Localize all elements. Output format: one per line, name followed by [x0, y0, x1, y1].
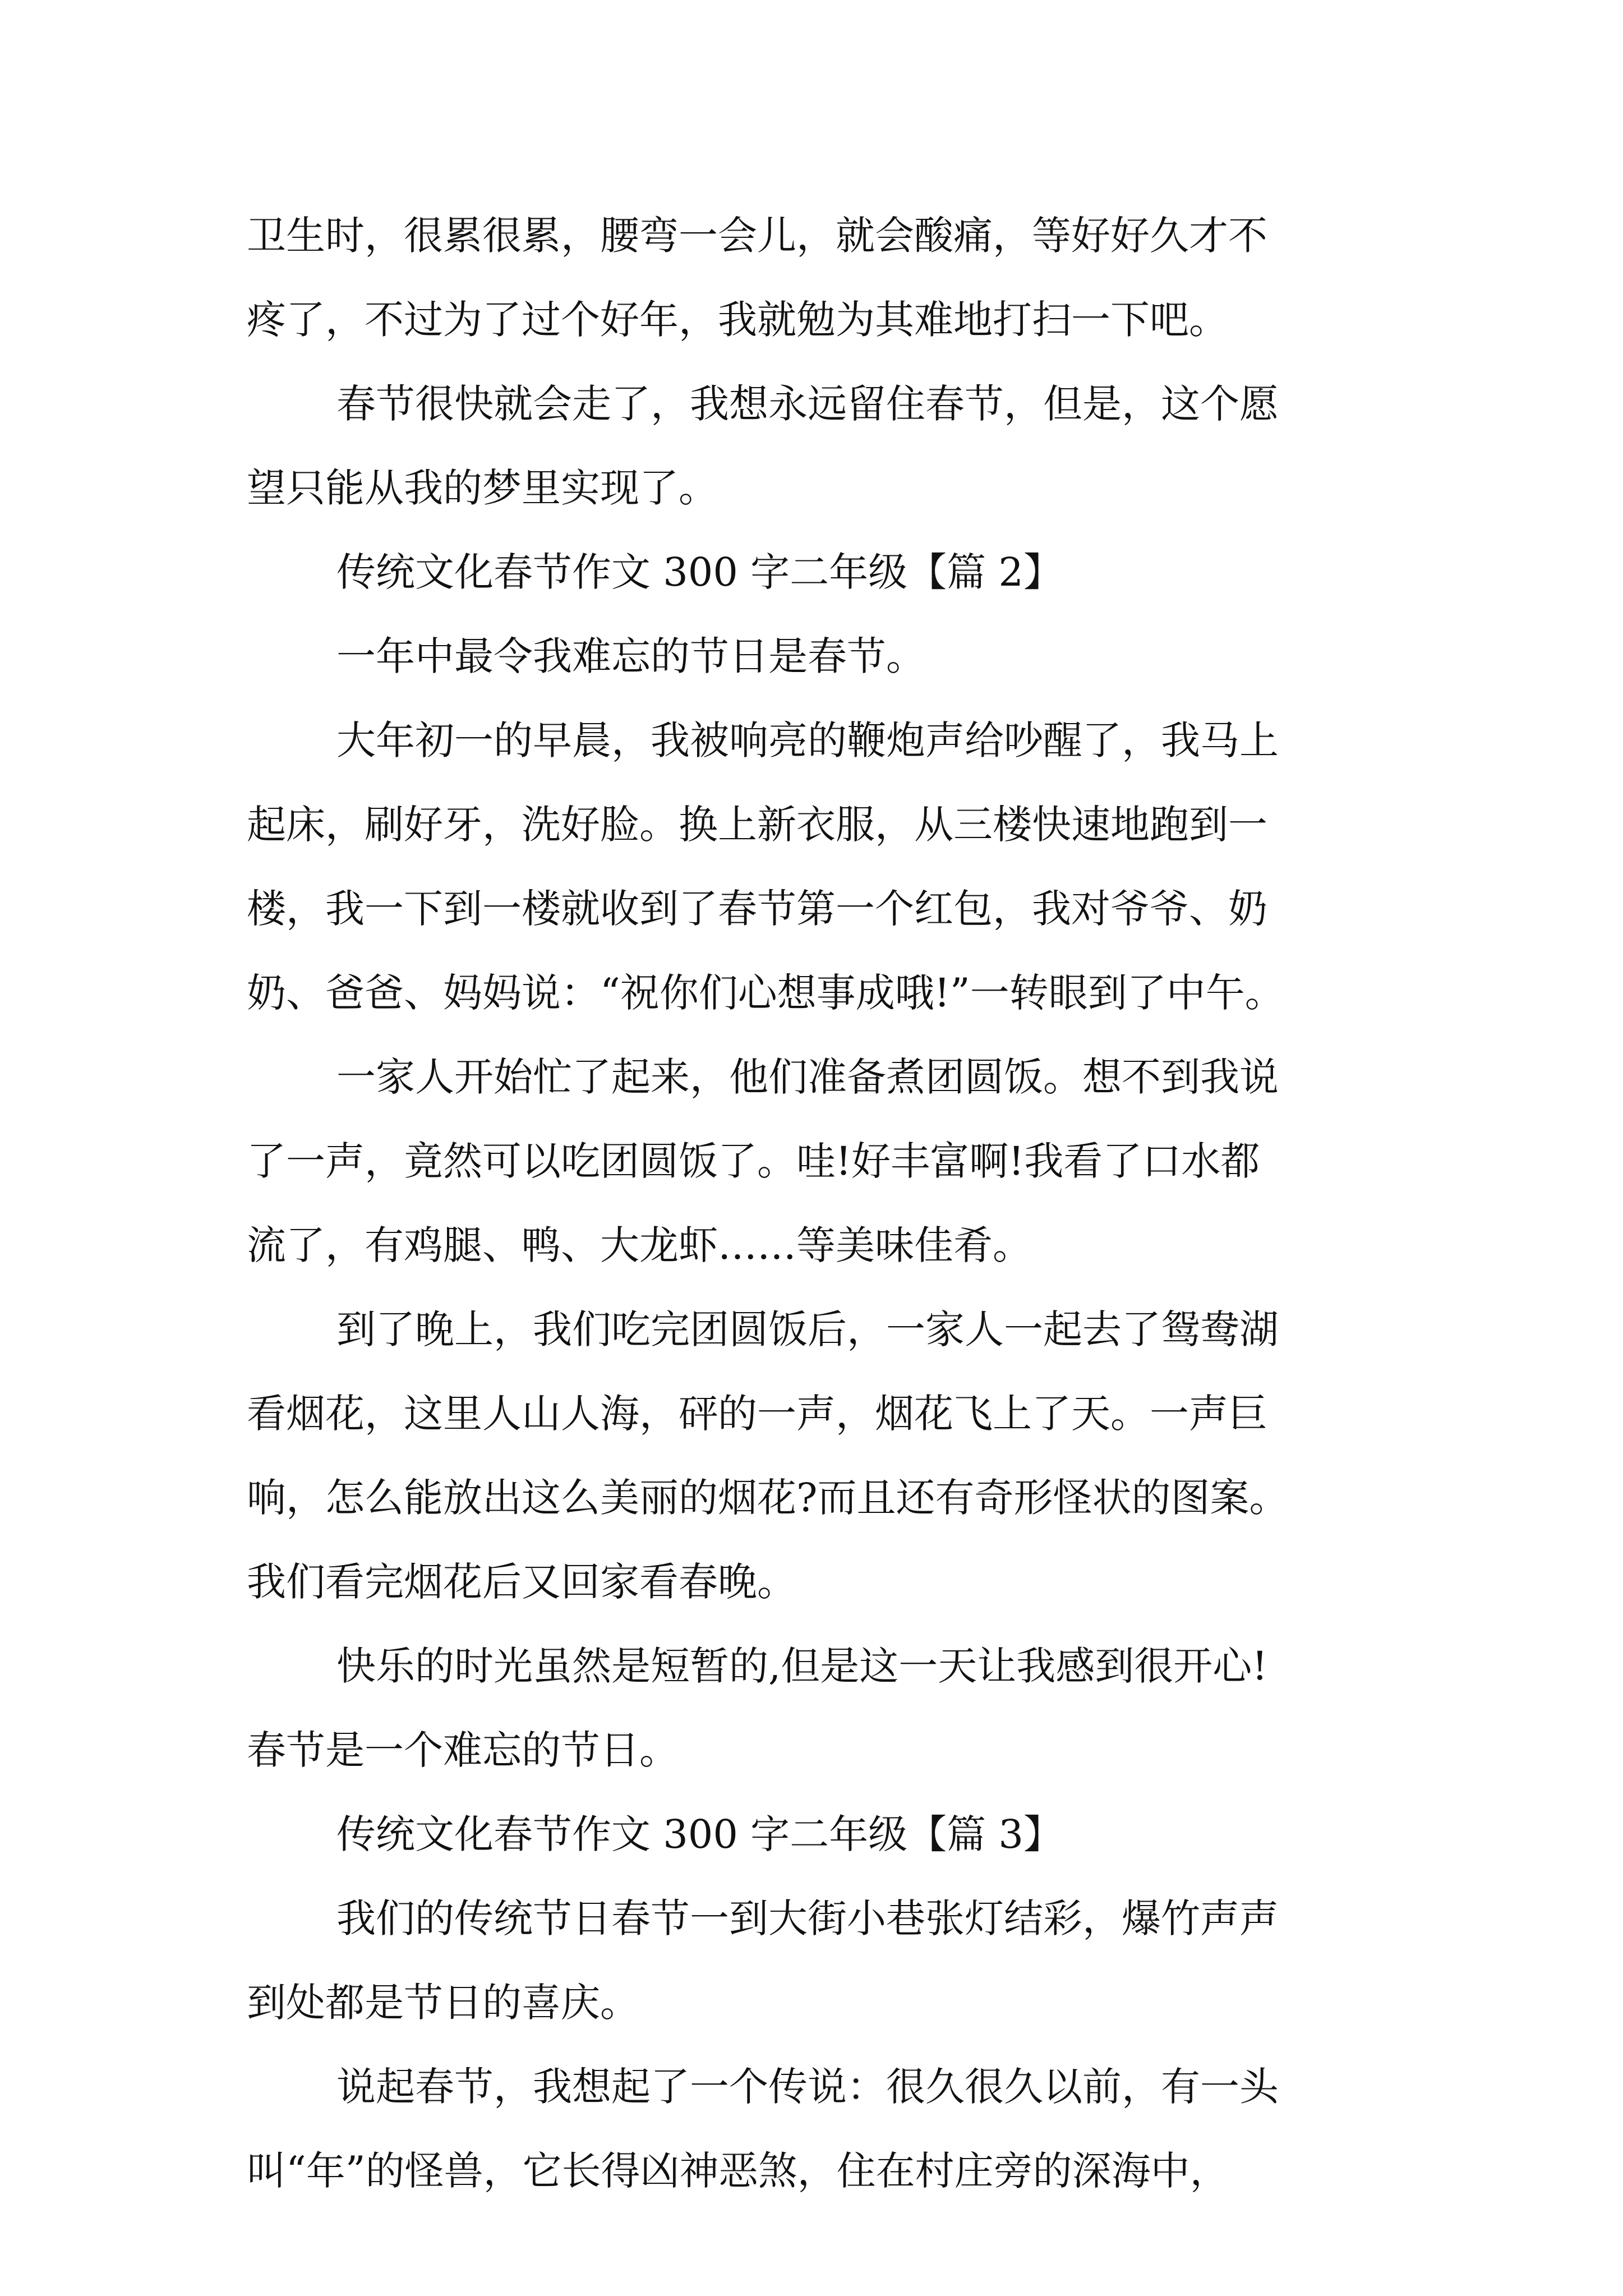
text-line: 了一声，竟然可以吃团圆饭了。哇!好丰富啊!我看了口水都	[247, 1138, 1260, 1184]
text-line: 到处都是节日的喜庆。	[247, 1980, 639, 2026]
paragraph-start-line: 我们的传统节日春节一到大街小巷张灯结彩，爆竹声声	[336, 1895, 1279, 1941]
text-line: 响，怎么能放出这么美丽的烟花?而且还有奇形怪状的图案。	[247, 1475, 1289, 1521]
text-line: 看烟花，这里人山人海，砰的一声，烟花飞上了天。一声巨	[247, 1391, 1267, 1437]
text-line: 春节是一个难忘的节日。	[247, 1727, 679, 1773]
text-line: 卫生时，很累很累，腰弯一会儿，就会酸痛，等好好久才不	[247, 213, 1267, 259]
paragraph-start-line: 一家人开始忙了起来，他们准备煮团圆饭。想不到我说	[336, 1054, 1279, 1100]
section-heading: 传统文化春节作文 300 字二年级【篇 3】	[336, 1811, 1063, 1857]
text-line: 望只能从我的梦里实现了。	[247, 465, 718, 511]
paragraph-start-line: 说起春节，我想起了一个传说：很久很久以前，有一头	[336, 2064, 1279, 2110]
text-line: 流了，有鸡腿、鸭、大龙虾……等美味佳肴。	[247, 1222, 1032, 1268]
paragraph-start-line: 春节很快就会走了，我想永远留住春节，但是，这个愿	[336, 381, 1279, 427]
paragraph-start-line: 一年中最令我难忘的节日是春节。	[336, 633, 925, 679]
text-line: 疼了，不过为了过个好年，我就勉为其难地打扫一下吧。	[247, 297, 1228, 343]
paragraph-start-line: 到了晚上，我们吃完团圆饭后，一家人一起去了鸳鸯湖	[336, 1306, 1279, 1352]
text-line: 叫“年”的怪兽，它长得凶神恶煞，住在村庄旁的深海中，	[247, 2148, 1229, 2194]
text-line: 奶、爸爸、妈妈说：“祝你们心想事成哦!”一转眼到了中午。	[247, 970, 1284, 1016]
text-line: 起床，刷好牙，洗好脸。换上新衣服，从三楼快速地跑到一	[247, 802, 1267, 848]
text-line: 楼，我一下到一楼就收到了春节第一个红包，我对爷爷、奶	[247, 886, 1267, 932]
section-heading: 传统文化春节作文 300 字二年级【篇 2】	[336, 549, 1063, 595]
paragraph-start-line: 快乐的时光虽然是短暂的,但是这一天让我感到很开心!	[336, 1643, 1268, 1689]
paragraph-start-line: 大年初一的早晨，我被响亮的鞭炮声给吵醒了，我马上	[336, 717, 1279, 763]
text-line: 我们看完烟花后又回家看春晚。	[247, 1559, 796, 1605]
